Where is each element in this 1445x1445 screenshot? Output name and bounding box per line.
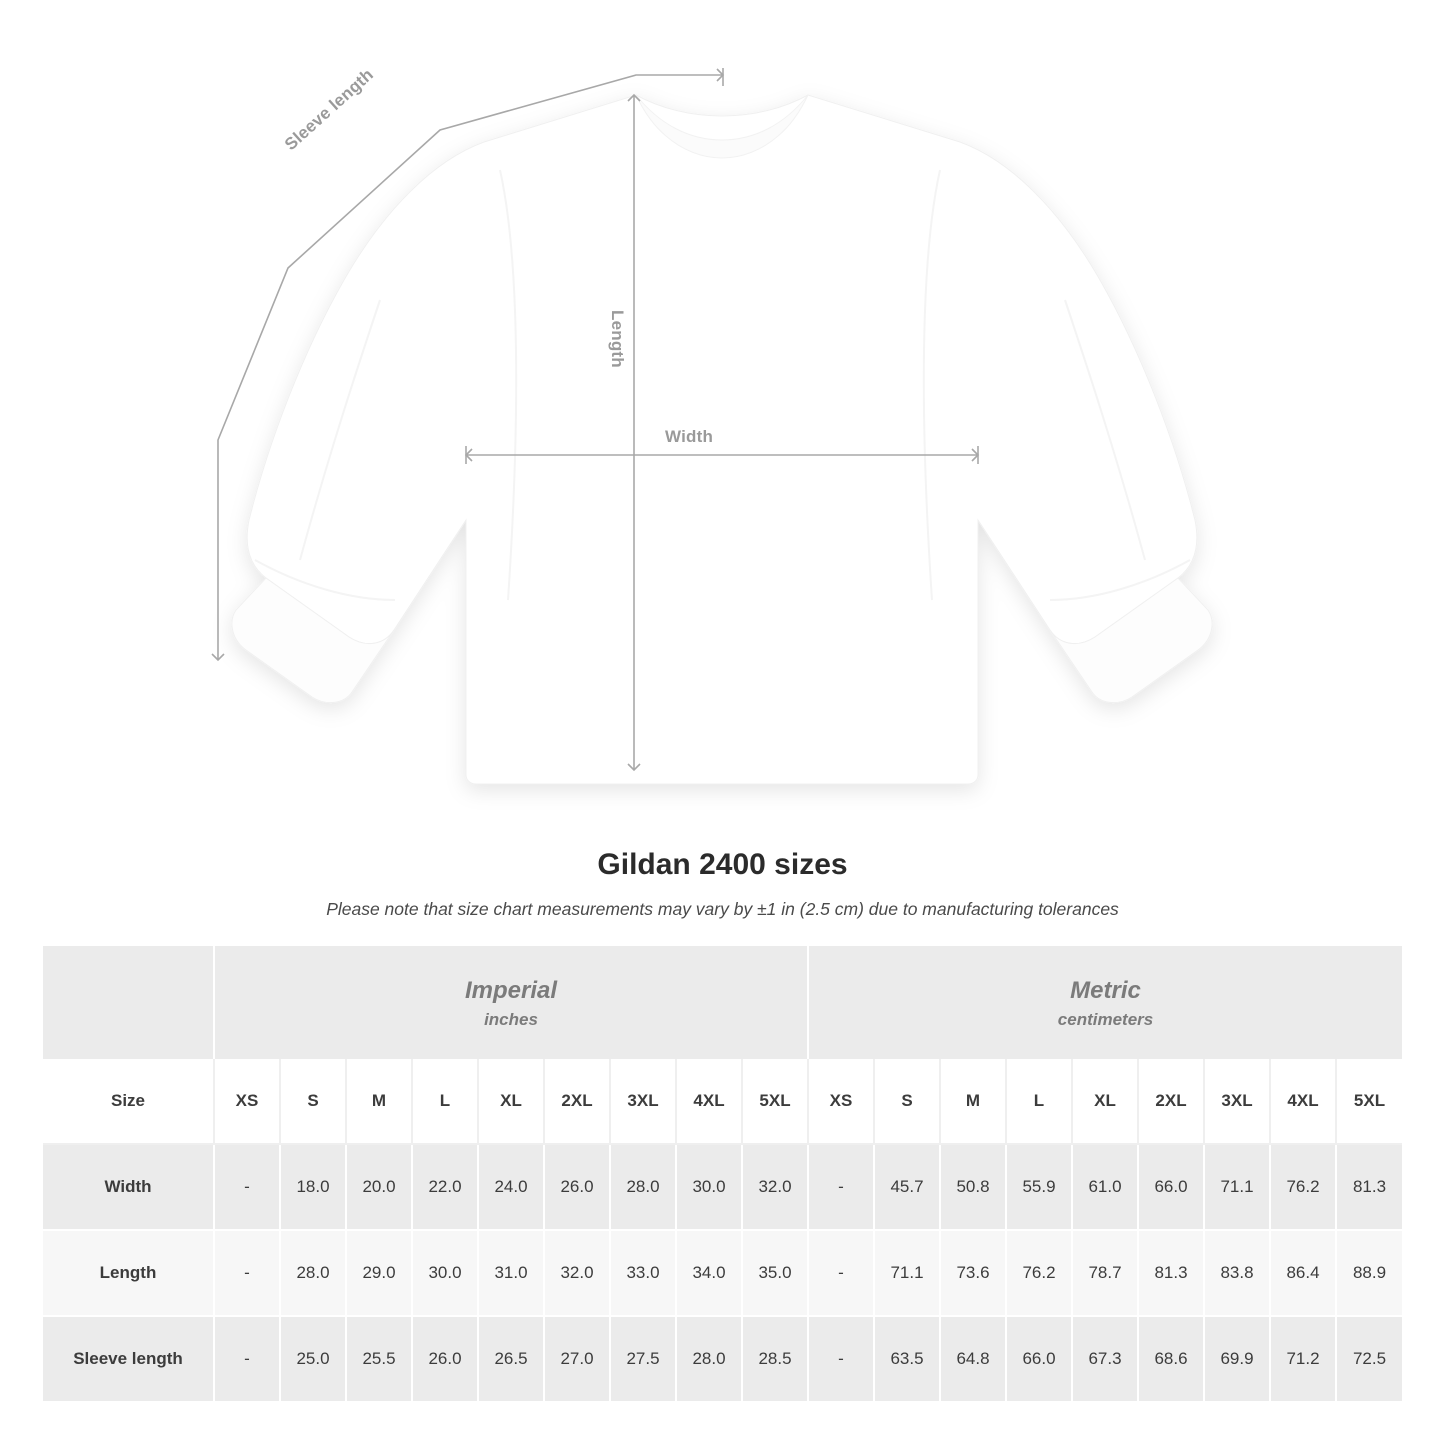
cell-sleeve-imperial-s: 25.0 <box>280 1316 346 1402</box>
cell-length-metric-xl: 78.7 <box>1072 1230 1138 1316</box>
unit-spacer-cell <box>43 946 214 1059</box>
cell-length-metric-xs: - <box>808 1230 874 1316</box>
row-label-width: Width <box>43 1144 214 1230</box>
unit-group-imperial-name: Imperial <box>464 976 558 1004</box>
cell-width-metric-4xl: 76.2 <box>1270 1144 1336 1230</box>
size-chart-table-wrapper <box>43 946 1402 1403</box>
cell-length-metric-m: 73.6 <box>940 1230 1006 1316</box>
cell-width-imperial-s: 18.0 <box>280 1144 346 1230</box>
column-header-metric-s: S <box>874 1059 940 1144</box>
cell-length-metric-5xl: 88.9 <box>1336 1230 1402 1316</box>
cell-width-imperial-5xl: 32.0 <box>742 1144 808 1230</box>
cell-length-imperial-3xl: 33.0 <box>610 1230 676 1316</box>
cell-sleeve-metric-xs: - <box>808 1316 874 1402</box>
shirt-shape <box>232 95 1212 784</box>
cell-width-metric-s: 45.7 <box>874 1144 940 1230</box>
unit-group-imperial <box>214 946 808 1059</box>
unit-group-row <box>43 946 1402 1059</box>
row-label-length: Length <box>43 1230 214 1316</box>
column-header-metric-2xl: 2XL <box>1138 1059 1204 1144</box>
cell-length-imperial-s: 28.0 <box>280 1230 346 1316</box>
cell-length-imperial-5xl: 35.0 <box>742 1230 808 1316</box>
unit-group-imperial-sub: inches <box>484 1009 538 1029</box>
cell-sleeve-imperial-2xl: 27.0 <box>544 1316 610 1402</box>
length-dimension-label: Length <box>608 310 627 368</box>
cell-width-imperial-2xl: 26.0 <box>544 1144 610 1230</box>
cell-length-metric-s: 71.1 <box>874 1230 940 1316</box>
cell-length-metric-l: 76.2 <box>1006 1230 1072 1316</box>
cell-sleeve-imperial-4xl: 28.0 <box>676 1316 742 1402</box>
column-header-metric-5xl: 5XL <box>1336 1059 1402 1144</box>
cell-sleeve-metric-2xl: 68.6 <box>1138 1316 1204 1402</box>
column-header-imperial-s: S <box>280 1059 346 1144</box>
row-label-sleeve-length: Sleeve length <box>43 1316 214 1402</box>
cell-length-imperial-xs: - <box>214 1230 280 1316</box>
column-header-imperial-l: L <box>412 1059 478 1144</box>
cell-width-metric-m: 50.8 <box>940 1144 1006 1230</box>
column-header-metric-l: L <box>1006 1059 1072 1144</box>
cell-length-imperial-4xl: 34.0 <box>676 1230 742 1316</box>
column-header-imperial-4xl: 4XL <box>676 1059 742 1144</box>
column-header-imperial-5xl: 5XL <box>742 1059 808 1144</box>
column-header-metric-3xl: 3XL <box>1204 1059 1270 1144</box>
cell-sleeve-imperial-l: 26.0 <box>412 1316 478 1402</box>
column-header-metric-xs: XS <box>808 1059 874 1144</box>
cell-width-imperial-4xl: 30.0 <box>676 1144 742 1230</box>
cell-width-metric-5xl: 81.3 <box>1336 1144 1402 1230</box>
cell-sleeve-imperial-xl: 26.5 <box>478 1316 544 1402</box>
cell-width-metric-xl: 61.0 <box>1072 1144 1138 1230</box>
cell-width-metric-2xl: 66.0 <box>1138 1144 1204 1230</box>
cell-length-imperial-xl: 31.0 <box>478 1230 544 1316</box>
cell-length-metric-4xl: 86.4 <box>1270 1230 1336 1316</box>
cell-sleeve-metric-l: 66.0 <box>1006 1316 1072 1402</box>
cell-sleeve-metric-3xl: 69.9 <box>1204 1316 1270 1402</box>
cell-width-imperial-l: 22.0 <box>412 1144 478 1230</box>
column-header-metric-m: M <box>940 1059 1006 1144</box>
table-row <box>43 1230 1402 1316</box>
column-header-imperial-m: M <box>346 1059 412 1144</box>
cell-width-metric-xs: - <box>808 1144 874 1230</box>
cell-sleeve-metric-4xl: 71.2 <box>1270 1316 1336 1402</box>
column-header-imperial-3xl: 3XL <box>610 1059 676 1144</box>
column-header-imperial-xl: XL <box>478 1059 544 1144</box>
cell-width-metric-l: 55.9 <box>1006 1144 1072 1230</box>
cell-length-imperial-l: 30.0 <box>412 1230 478 1316</box>
cell-width-imperial-xl: 24.0 <box>478 1144 544 1230</box>
tolerance-note: Please note that size chart measurements may vary by ±1 in (2.5 cm) due to manufacturing tolerances <box>326 899 1119 919</box>
cell-length-imperial-m: 29.0 <box>346 1230 412 1316</box>
cell-sleeve-imperial-5xl: 28.5 <box>742 1316 808 1402</box>
size-chart-table <box>43 946 1402 1403</box>
width-dimension-label: Width <box>665 427 714 446</box>
cell-sleeve-imperial-m: 25.5 <box>346 1316 412 1402</box>
cell-width-imperial-xs: - <box>214 1144 280 1230</box>
column-header-imperial-2xl: 2XL <box>544 1059 610 1144</box>
unit-group-metric <box>808 946 1402 1059</box>
cell-length-metric-2xl: 81.3 <box>1138 1230 1204 1316</box>
page-title: Gildan 2400 sizes <box>597 848 848 881</box>
cell-width-imperial-m: 20.0 <box>346 1144 412 1230</box>
column-header-imperial-xs: XS <box>214 1059 280 1144</box>
cell-width-metric-3xl: 71.1 <box>1204 1144 1270 1230</box>
cell-sleeve-metric-m: 64.8 <box>940 1316 1006 1402</box>
column-header-size: Size <box>43 1059 214 1144</box>
unit-group-metric-name: Metric <box>1070 976 1141 1004</box>
unit-group-metric-sub: centimeters <box>1057 1009 1154 1029</box>
cell-sleeve-metric-xl: 67.3 <box>1072 1316 1138 1402</box>
sleeve-length-dimension-label: Sleeve length <box>281 64 378 155</box>
cell-length-imperial-2xl: 32.0 <box>544 1230 610 1316</box>
table-row <box>43 1316 1402 1402</box>
column-header-row <box>43 1059 1402 1144</box>
column-header-metric-xl: XL <box>1072 1059 1138 1144</box>
cell-length-metric-3xl: 83.8 <box>1204 1230 1270 1316</box>
title-block <box>0 848 1445 920</box>
cell-sleeve-metric-5xl: 72.5 <box>1336 1316 1402 1402</box>
cell-width-imperial-3xl: 28.0 <box>610 1144 676 1230</box>
table-row <box>43 1144 1402 1230</box>
cell-sleeve-imperial-xs: - <box>214 1316 280 1402</box>
column-header-metric-4xl: 4XL <box>1270 1059 1336 1144</box>
cell-sleeve-imperial-3xl: 27.5 <box>610 1316 676 1402</box>
cell-sleeve-metric-s: 63.5 <box>874 1316 940 1402</box>
